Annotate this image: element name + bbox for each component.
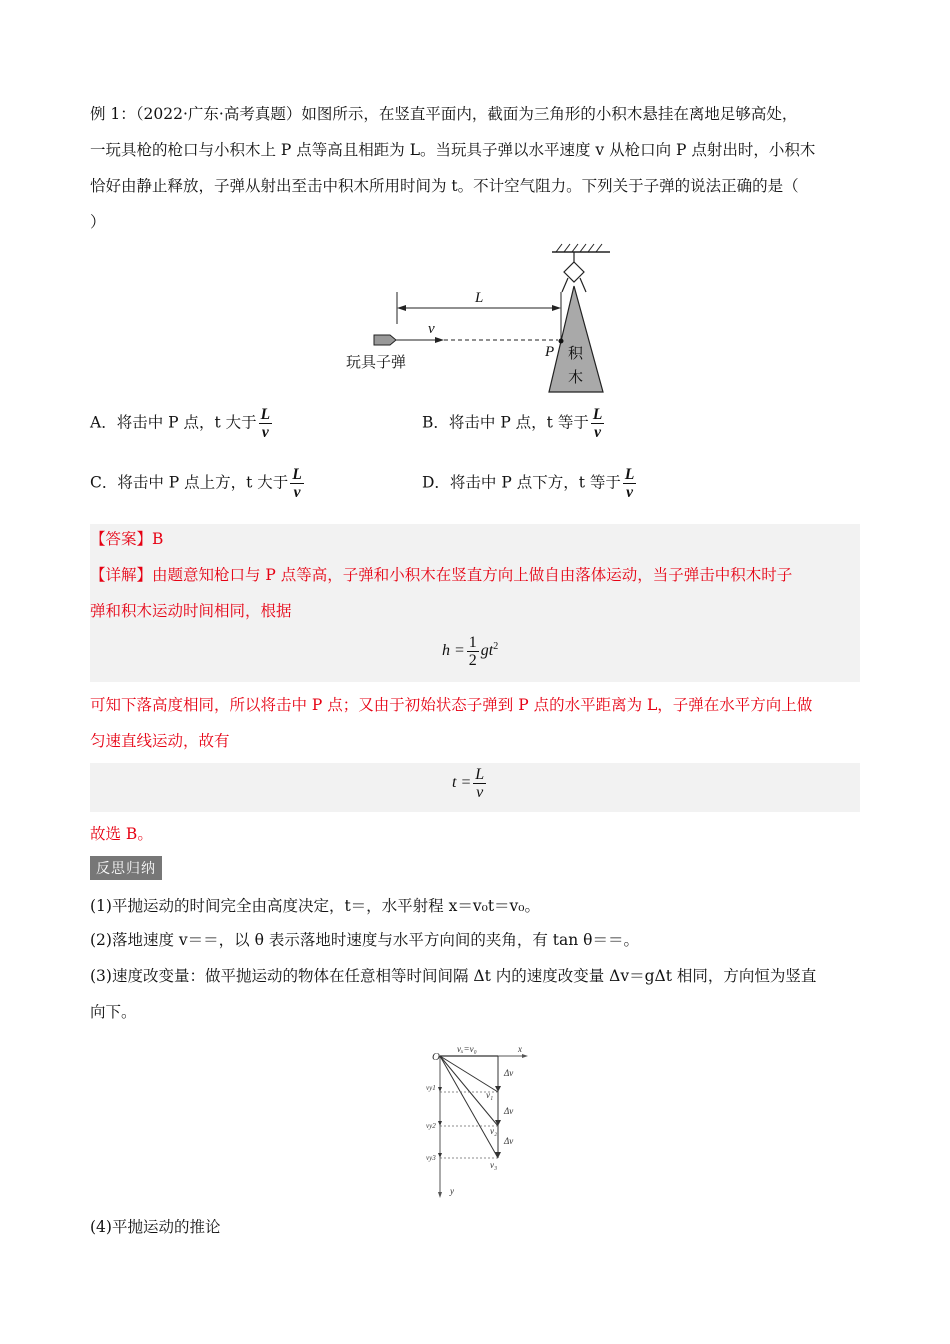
detail-line-2: 弹和积木运动时间相同，根据 [90, 602, 292, 620]
figure-velocity-diagram [420, 1040, 540, 1202]
label-v3: v₃ [490, 1160, 498, 1170]
label-P: P [545, 344, 555, 360]
question-line-3: 恰好由静止释放，子弹从射出至击中积木所用时间为 t。不计空气阻力。下列关于子弹的说法正确的是（ [90, 177, 799, 195]
option-b-text: B．将击中 P 点，t 等于 [422, 413, 589, 432]
fraction-L-over-v: $\frac{L}{v}$ [624, 466, 635, 501]
label-O: O [432, 1051, 440, 1063]
fraction-L-over-v: $\frac{L}{v}$ [260, 406, 271, 441]
detail-line-3: 可知下落高度相同，所以将击中 P 点；又由于初始状态子弹到 P 点的水平距离为 L，子弹在水平方向上做 [90, 696, 813, 714]
label-v1: v₁ [486, 1090, 494, 1100]
block-char-2: 木 [568, 368, 584, 386]
option-a-text: A．将击中 P 点，t 大于 [90, 413, 257, 432]
reflection-item-3b: 向下。 [90, 1003, 137, 1021]
option-b[interactable] [422, 406, 606, 441]
option-a[interactable] [90, 406, 274, 441]
bullet-shape [374, 335, 396, 345]
label-vy1: vy1 [426, 1084, 436, 1092]
fraction-L-over-v: $\frac{L}{v}$ [292, 466, 302, 501]
formula-t: t = $\frac{L}{v}$ [452, 766, 485, 801]
label-L: L [475, 290, 484, 306]
label-dv-3: Δv [504, 1136, 514, 1146]
label-vx: vₓ=v₀ [457, 1044, 477, 1054]
fraction-L-over-v: $\frac{L}{v}$ [592, 406, 603, 441]
detail-line-1: 【详解】由题意知枪口与 P 点等高，子弹和小积木在竖直方向上做自由落体运动，当子弹击中积木时子 [90, 566, 793, 584]
question-line-2: 一玩具枪的枪口与小积木上 P 点等高且相距为 L。当玩具子弹以水平速度 v 从枪口向 P 点射出时，小积木 [90, 141, 816, 159]
question-line-4: ） [90, 213, 106, 231]
label-vy3: vy3 [426, 1154, 436, 1162]
option-d-text: D．将击中 P 点下方，t 等于 [422, 473, 621, 492]
reflection-item-4: (4)平抛运动的推论 [90, 1218, 221, 1236]
label-dv-1: Δv [504, 1068, 514, 1078]
conclusion-text: 故选 B。 [90, 825, 153, 843]
point-P [559, 339, 564, 344]
label-v2: v₂ [490, 1126, 498, 1136]
formula-h: h = $\frac{1}{2}$ $gt^2$ [442, 634, 499, 669]
label-dv-2: Δv [504, 1106, 514, 1116]
block-char-1: 积 [568, 344, 584, 362]
question-line-1: 例 1：（2022·广东·高考真题）如图所示，在竖直平面内，截面为三角形的小积木悬挂在离地足够高处， [90, 105, 798, 123]
label-vy2: vy2 [426, 1122, 436, 1130]
reflection-item-1: (1)平抛运动的时间完全由高度决定，t＝，水平射程 x＝v₀t＝v₀。 [90, 897, 541, 915]
bullet-label: 玩具子弹 [346, 353, 407, 371]
label-x: x [518, 1044, 522, 1054]
option-c[interactable] [90, 466, 306, 501]
reflection-item-2: (2)落地速度 v＝＝，以 θ 表示落地时速度与水平方向间的夹角，有 tan θ＝＝。 [90, 931, 639, 949]
figure-bullet-block [340, 240, 620, 400]
reflection-item-3a: (3)速度改变量：做平抛运动的物体在任意相等时间间隔 Δt 内的速度改变量 Δv＝gΔt 相同，方向恒为竖直 [90, 967, 817, 985]
answer-text: 【答案】B [90, 530, 164, 548]
label-y: y [450, 1186, 454, 1196]
option-d[interactable] [422, 466, 638, 501]
reflection-tag: 反思归纳 [90, 856, 162, 880]
option-c-text: C．将击中 P 点上方，t 大于 [90, 473, 289, 492]
detail-line-4: 匀速直线运动，故有 [90, 732, 230, 750]
label-v: v [428, 321, 435, 337]
